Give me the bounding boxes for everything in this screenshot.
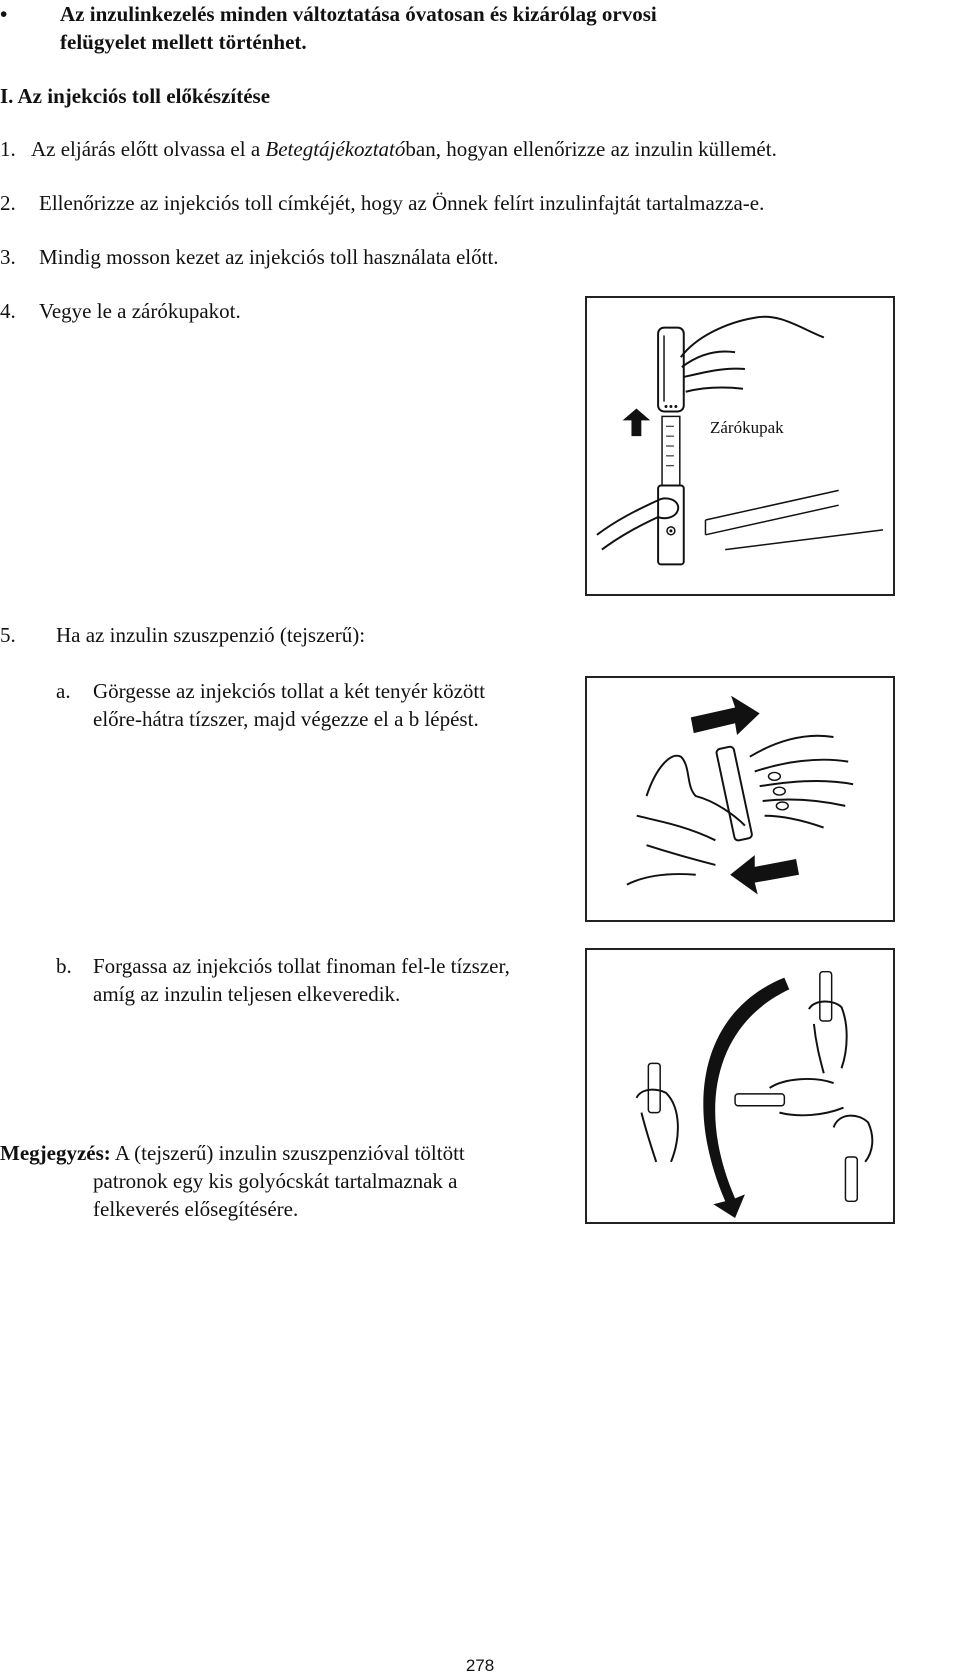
bullet-line-2: felügyelet mellett történhet. (60, 30, 307, 54)
bullet-symbol: • (0, 2, 8, 26)
substep-b-line-1: Forgassa az injekciós tollat finoman fel-le tízszer, (93, 954, 510, 978)
figure-rolling-palms (585, 676, 895, 922)
step-text-italic: Betegtájékoztató (265, 137, 406, 161)
note-line-2: patronok egy kis golyócskát tartalmaznak a (93, 1169, 458, 1193)
step-1 (0, 135, 777, 163)
section-title: I. Az injekciós toll előkészítése (0, 84, 271, 108)
arrow-right-icon (691, 696, 760, 735)
figure-label-cap: Zárókupak (710, 418, 784, 437)
step-5-text: Ha az inzulin szuszpenzió (tejszerű): (56, 623, 366, 647)
step-5-number: 5. (0, 623, 16, 647)
arrow-left-icon (730, 855, 799, 894)
substep-b-line-2: amíg az inzulin teljesen elkeveredik. (93, 982, 401, 1006)
rolling-pen-between-palms-illustration (587, 678, 893, 920)
note-line-3: felkeverés elősegítésére. (93, 1197, 299, 1221)
step-3-number: 3. (0, 245, 16, 269)
pen-cap-removal-illustration (587, 298, 893, 594)
substep-a-line-2: előre-hátra tízszer, majd végezze el a b lépést. (93, 707, 479, 731)
substep-b-letter: b. (56, 954, 72, 978)
note-label: Megjegyzés: (0, 1141, 111, 1165)
figure-cap-removal (585, 296, 895, 596)
step-text-after: ban, hogyan ellenőrizze az inzulin küllemét. (405, 137, 777, 161)
figure-tipping (585, 948, 895, 1224)
up-arrow-icon (623, 409, 651, 437)
note-text-1: A (tejszerű) inzulin szuszpenzióval töltött (110, 1141, 465, 1165)
step-text-before: Az eljárás előtt olvassa el a (31, 137, 266, 161)
step-number: 1. (0, 137, 16, 161)
bullet-line-1: Az inzulinkezelés minden változtatása óvatosan és kizárólag orvosi (60, 2, 657, 26)
page-number: 278 (465, 1656, 495, 1675)
step-2-number: 2. (0, 191, 16, 215)
tipping-pen-up-down-illustration (587, 950, 893, 1222)
substep-a-letter: a. (56, 679, 71, 703)
note-line-1 (0, 1139, 465, 1167)
step-4-number: 4. (0, 299, 16, 323)
step-4-text: Vegye le a zárókupakot. (39, 299, 241, 323)
substep-a-line-1: Görgesse az injekciós tollat a két tenyér között (93, 679, 486, 703)
step-3-text: Mindig mosson kezet az injekciós toll használata előtt. (39, 245, 499, 269)
step-2-text: Ellenőrizze az injekciós toll címkéjét, hogy az Önnek felírt inzulinfajtát tartalmazza-e. (39, 191, 765, 215)
